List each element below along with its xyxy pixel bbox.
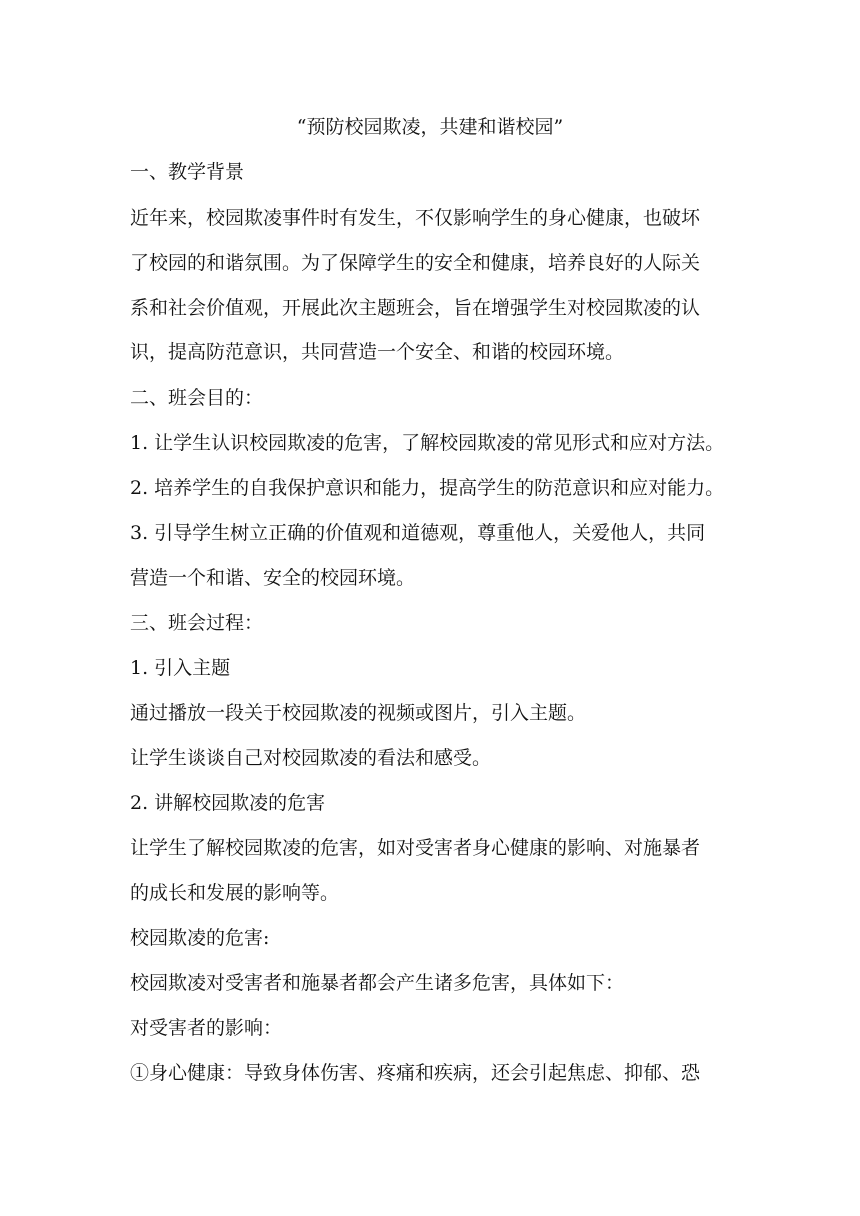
paragraph-line: 识，提高防范意识，共同营造一个安全、和谐的校园环境。	[130, 341, 625, 363]
paragraph-line: 让学生谈谈自己对校园欺凌的看法和感受。	[130, 747, 492, 769]
paragraph-line: 对受害者的影响：	[130, 1017, 283, 1039]
paragraph-line: 让学生了解校园欺凌的危害，如对受害者身心健康的影响、对施暴者	[130, 837, 701, 859]
paragraph-line: 系和社会价值观，开展此次主题班会，旨在增强学生对校园欺凌的认	[130, 297, 701, 319]
document-title: “预防校园欺凌，共建和谐校园”	[296, 116, 564, 138]
paragraph-line: 近年来，校园欺凌事件时有发生，不仅影响学生的身心健康，也破坏	[130, 207, 701, 229]
list-item: 3. 引导学生树立正确的价值观和道德观，尊重他人，关爱他人，共同	[130, 522, 706, 544]
paragraph-line: 校园欺凌对受害者和施暴者都会产生诸多危害，具体如下：	[130, 972, 625, 994]
section-heading-goals: 二、班会目的：	[130, 387, 264, 409]
section-heading-process: 三、班会过程：	[130, 612, 264, 634]
paragraph-line: ①身心健康：导致身体伤害、疼痛和疾病，还会引起焦虑、抑郁、恐	[130, 1062, 701, 1084]
list-item: 2. 培养学生的自我保护意识和能力，提高学生的防范意识和应对能力。	[130, 477, 725, 499]
paragraph-line: 了校园的和谐氛围。为了保障学生的安全和健康，培养良好的人际关	[130, 252, 701, 274]
section-heading-background: 一、教学背景	[130, 161, 245, 183]
paragraph-line: 通过播放一段关于校园欺凌的视频或图片，引入主题。	[130, 702, 587, 724]
paragraph-line: 的成长和发展的影响等。	[130, 882, 340, 904]
list-item: 2. 讲解校园欺凌的危害	[130, 792, 326, 814]
paragraph-line: 营造一个和谐、安全的校园环境。	[130, 567, 416, 589]
list-item: 1. 让学生认识校园欺凌的危害，了解校园欺凌的常见形式和应对方法。	[130, 432, 725, 454]
list-item: 1. 引入主题	[130, 657, 231, 679]
paragraph-line: 校园欺凌的危害:	[130, 927, 270, 949]
